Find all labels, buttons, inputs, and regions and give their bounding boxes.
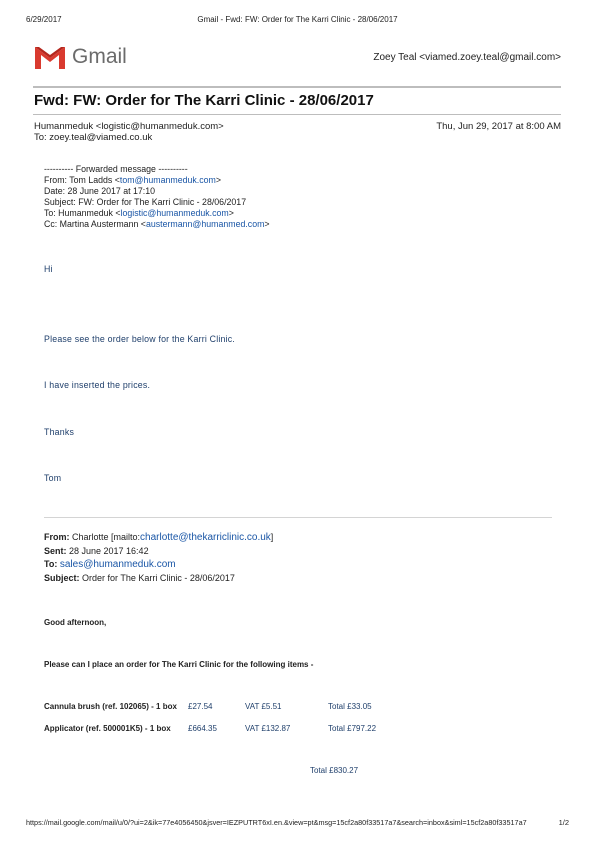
subject-rule [33,114,561,115]
account-email: Zoey Teal <viamed.zoey.teal@gmail.com> [373,52,561,63]
item-desc: Applicator (ref. 500001K5) - 1 box [44,724,171,733]
msg-line-2: I have inserted the prices. [44,380,151,390]
msg-line-1: Please see the order below for the Karri Clinic. [44,334,236,344]
fwd-from: From: Tom Ladds <tom@humanmeduk.com> [44,175,221,185]
msg-signature: Tom [44,473,62,483]
header-rule [33,86,561,88]
orig-sent: Sent: 28 June 2017 16:42 [44,546,149,556]
fwd-to-email-link[interactable]: logistic@humanmeduk.com [120,208,229,218]
orig-from-email-link[interactable]: charlotte@thekarriclinic.co.uk [140,532,271,543]
print-title: Gmail - Fwd: FW: Order for The Karri Clinic - 28/06/2017 [197,15,398,24]
quote-divider [44,517,552,518]
item-vat: VAT £132.87 [245,724,291,733]
fwd-from-email-link[interactable]: tom@humanmeduk.com [119,175,216,185]
forward-marker: ---------- Forwarded message ---------- [44,164,188,174]
email-subject: Fwd: FW: Order for The Karri Clinic - 28/06/2017 [34,92,374,109]
fwd-date: Date: 28 June 2017 at 17:10 [44,186,156,196]
item-total: Total £33.05 [328,702,372,711]
orig-subject: Subject: Order for The Karri Clinic - 28/06/2017 [44,573,235,583]
fwd-cc-email-link[interactable]: austermann@humanmed.com [145,219,265,229]
gmail-logo-icon [33,45,67,71]
item-price: £27.54 [188,702,213,711]
sender: Humanmeduk <logistic@humanmeduk.com> [34,121,224,132]
item-price: £664.35 [188,724,217,733]
msg-greeting: Hi [44,264,53,274]
fwd-to: To: Humanmeduk <logistic@humanmeduk.com> [44,208,234,218]
orig-greeting: Good afternoon, [44,618,107,627]
orig-to: To: sales@humanmeduk.com [44,559,176,570]
gmail-wordmark: Gmail [72,45,127,68]
item-vat: VAT £5.51 [245,702,282,711]
page-number: 1/2 [558,818,569,827]
orig-from: From: Charlotte [mailto:charlotte@thekarriclinic.co.uk] [44,532,274,543]
print-url: https://mail.google.com/mail/u/0/?ui=2&ik=77e4056450&jsver=IEZPUTRT6xI.en.&view=pt&msg=15cf2a80f33517a7&search=inbox&siml=15cf2a80f33517a7 [26,818,527,827]
fwd-subject: Subject: FW: Order for The Karri Clinic - 28/06/2017 [44,197,247,207]
grand-total: Total £830.27 [310,766,359,775]
item-total: Total £797.22 [328,724,377,733]
fwd-cc: Cc: Martina Austermann <austermann@humanmed.com> [44,219,270,229]
recipient: To: zoey.teal@viamed.co.uk [34,132,153,143]
orig-to-email-link[interactable]: sales@humanmeduk.com [59,559,176,570]
sent-date: Thu, Jun 29, 2017 at 8:00 AM [436,121,561,132]
item-desc: Cannula brush (ref. 102065) - 1 box [44,702,177,711]
print-date: 6/29/2017 [26,15,62,24]
orig-request: Please can I place an order for The Karri Clinic for the following items - [44,660,314,669]
msg-thanks: Thanks [44,427,75,437]
